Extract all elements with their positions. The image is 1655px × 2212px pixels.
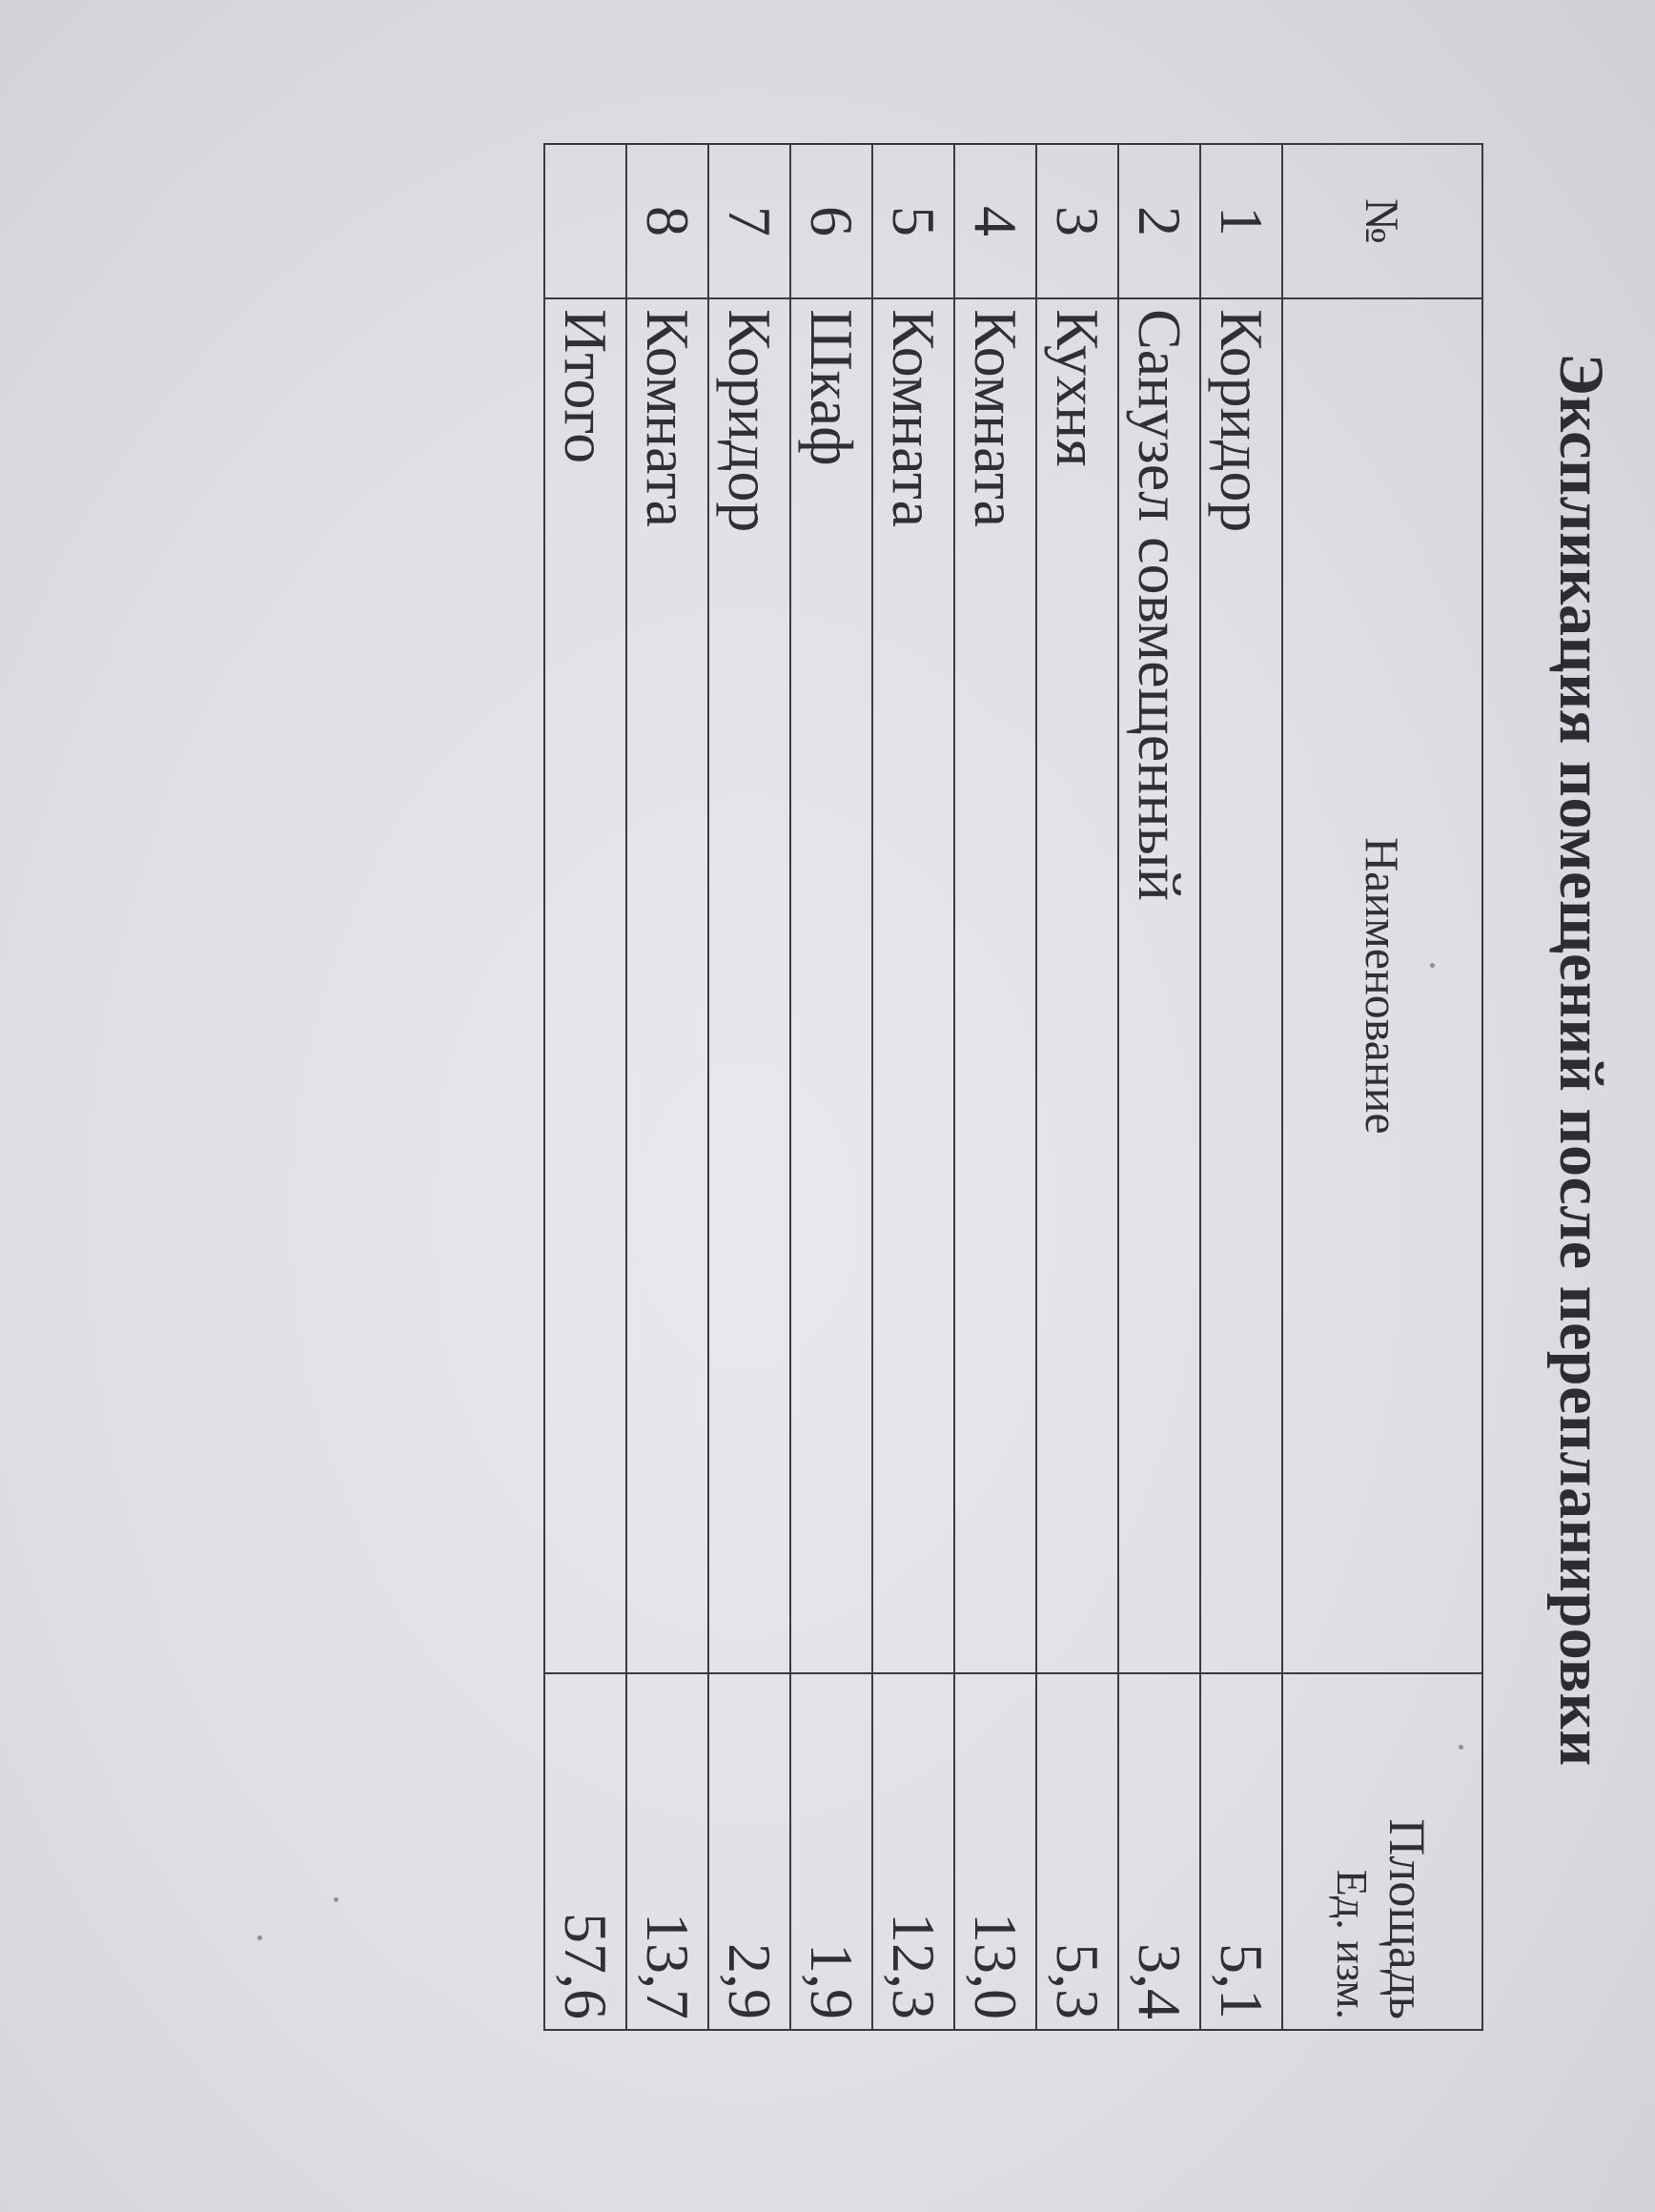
document-title: Экспликация помещений после перепланировки (1546, 353, 1616, 1767)
table-header-row (1282, 144, 1482, 2030)
row-number: 2 (1118, 144, 1200, 298)
row-area: 1,9 (790, 1673, 872, 2030)
total-area: 57,6 (544, 1673, 626, 2030)
row-number: 7 (708, 144, 790, 298)
row-area: 5,1 (1200, 1673, 1282, 2030)
row-area: 3,4 (1118, 1673, 1200, 2030)
row-number: 1 (1200, 144, 1282, 298)
paper-speck (1430, 963, 1435, 968)
header-area (1282, 1673, 1482, 2030)
table-row (1036, 144, 1118, 2030)
row-number: 5 (872, 144, 954, 298)
row-number: 6 (790, 144, 872, 298)
row-area: 5,3 (1036, 1673, 1118, 2030)
row-name: Коридор (1200, 298, 1282, 1673)
rotated-document (387, 133, 1626, 2174)
row-name: Комната (872, 298, 954, 1673)
total-label: Итого (544, 298, 626, 1673)
table-row (872, 144, 954, 2030)
row-name: Коридор (708, 298, 790, 1673)
row-name: Комната (626, 298, 708, 1673)
table-row (626, 144, 708, 2030)
row-name: Комната (954, 298, 1036, 1673)
total-row (544, 144, 626, 2030)
header-area-label: Площадь (1379, 1818, 1437, 2019)
paper-speck (257, 1936, 262, 1940)
row-area: 13,0 (954, 1673, 1036, 2030)
row-area: 12,3 (872, 1673, 954, 2030)
paper-speck (1459, 1745, 1463, 1750)
table-row (790, 144, 872, 2030)
table-row (708, 144, 790, 2030)
table-row (954, 144, 1036, 2030)
total-number-cell (544, 144, 626, 298)
row-name: Шкаф (790, 298, 872, 1673)
table-row (1118, 144, 1200, 2030)
header-name: Наименование (1282, 298, 1482, 1673)
row-area: 2,9 (708, 1673, 790, 2030)
rooms-table (543, 143, 1483, 2031)
row-number: 4 (954, 144, 1036, 298)
row-number: 8 (626, 144, 708, 298)
row-name: Санузел совмещенный (1118, 298, 1200, 1673)
row-name: Кухня (1036, 298, 1118, 1673)
row-area: 13,7 (626, 1673, 708, 2030)
header-number: № (1282, 144, 1482, 298)
row-number: 3 (1036, 144, 1118, 298)
table-row (1200, 144, 1282, 2030)
paper-speck (334, 1897, 338, 1902)
header-unit-label: Ед. изм. (1328, 1869, 1378, 2019)
